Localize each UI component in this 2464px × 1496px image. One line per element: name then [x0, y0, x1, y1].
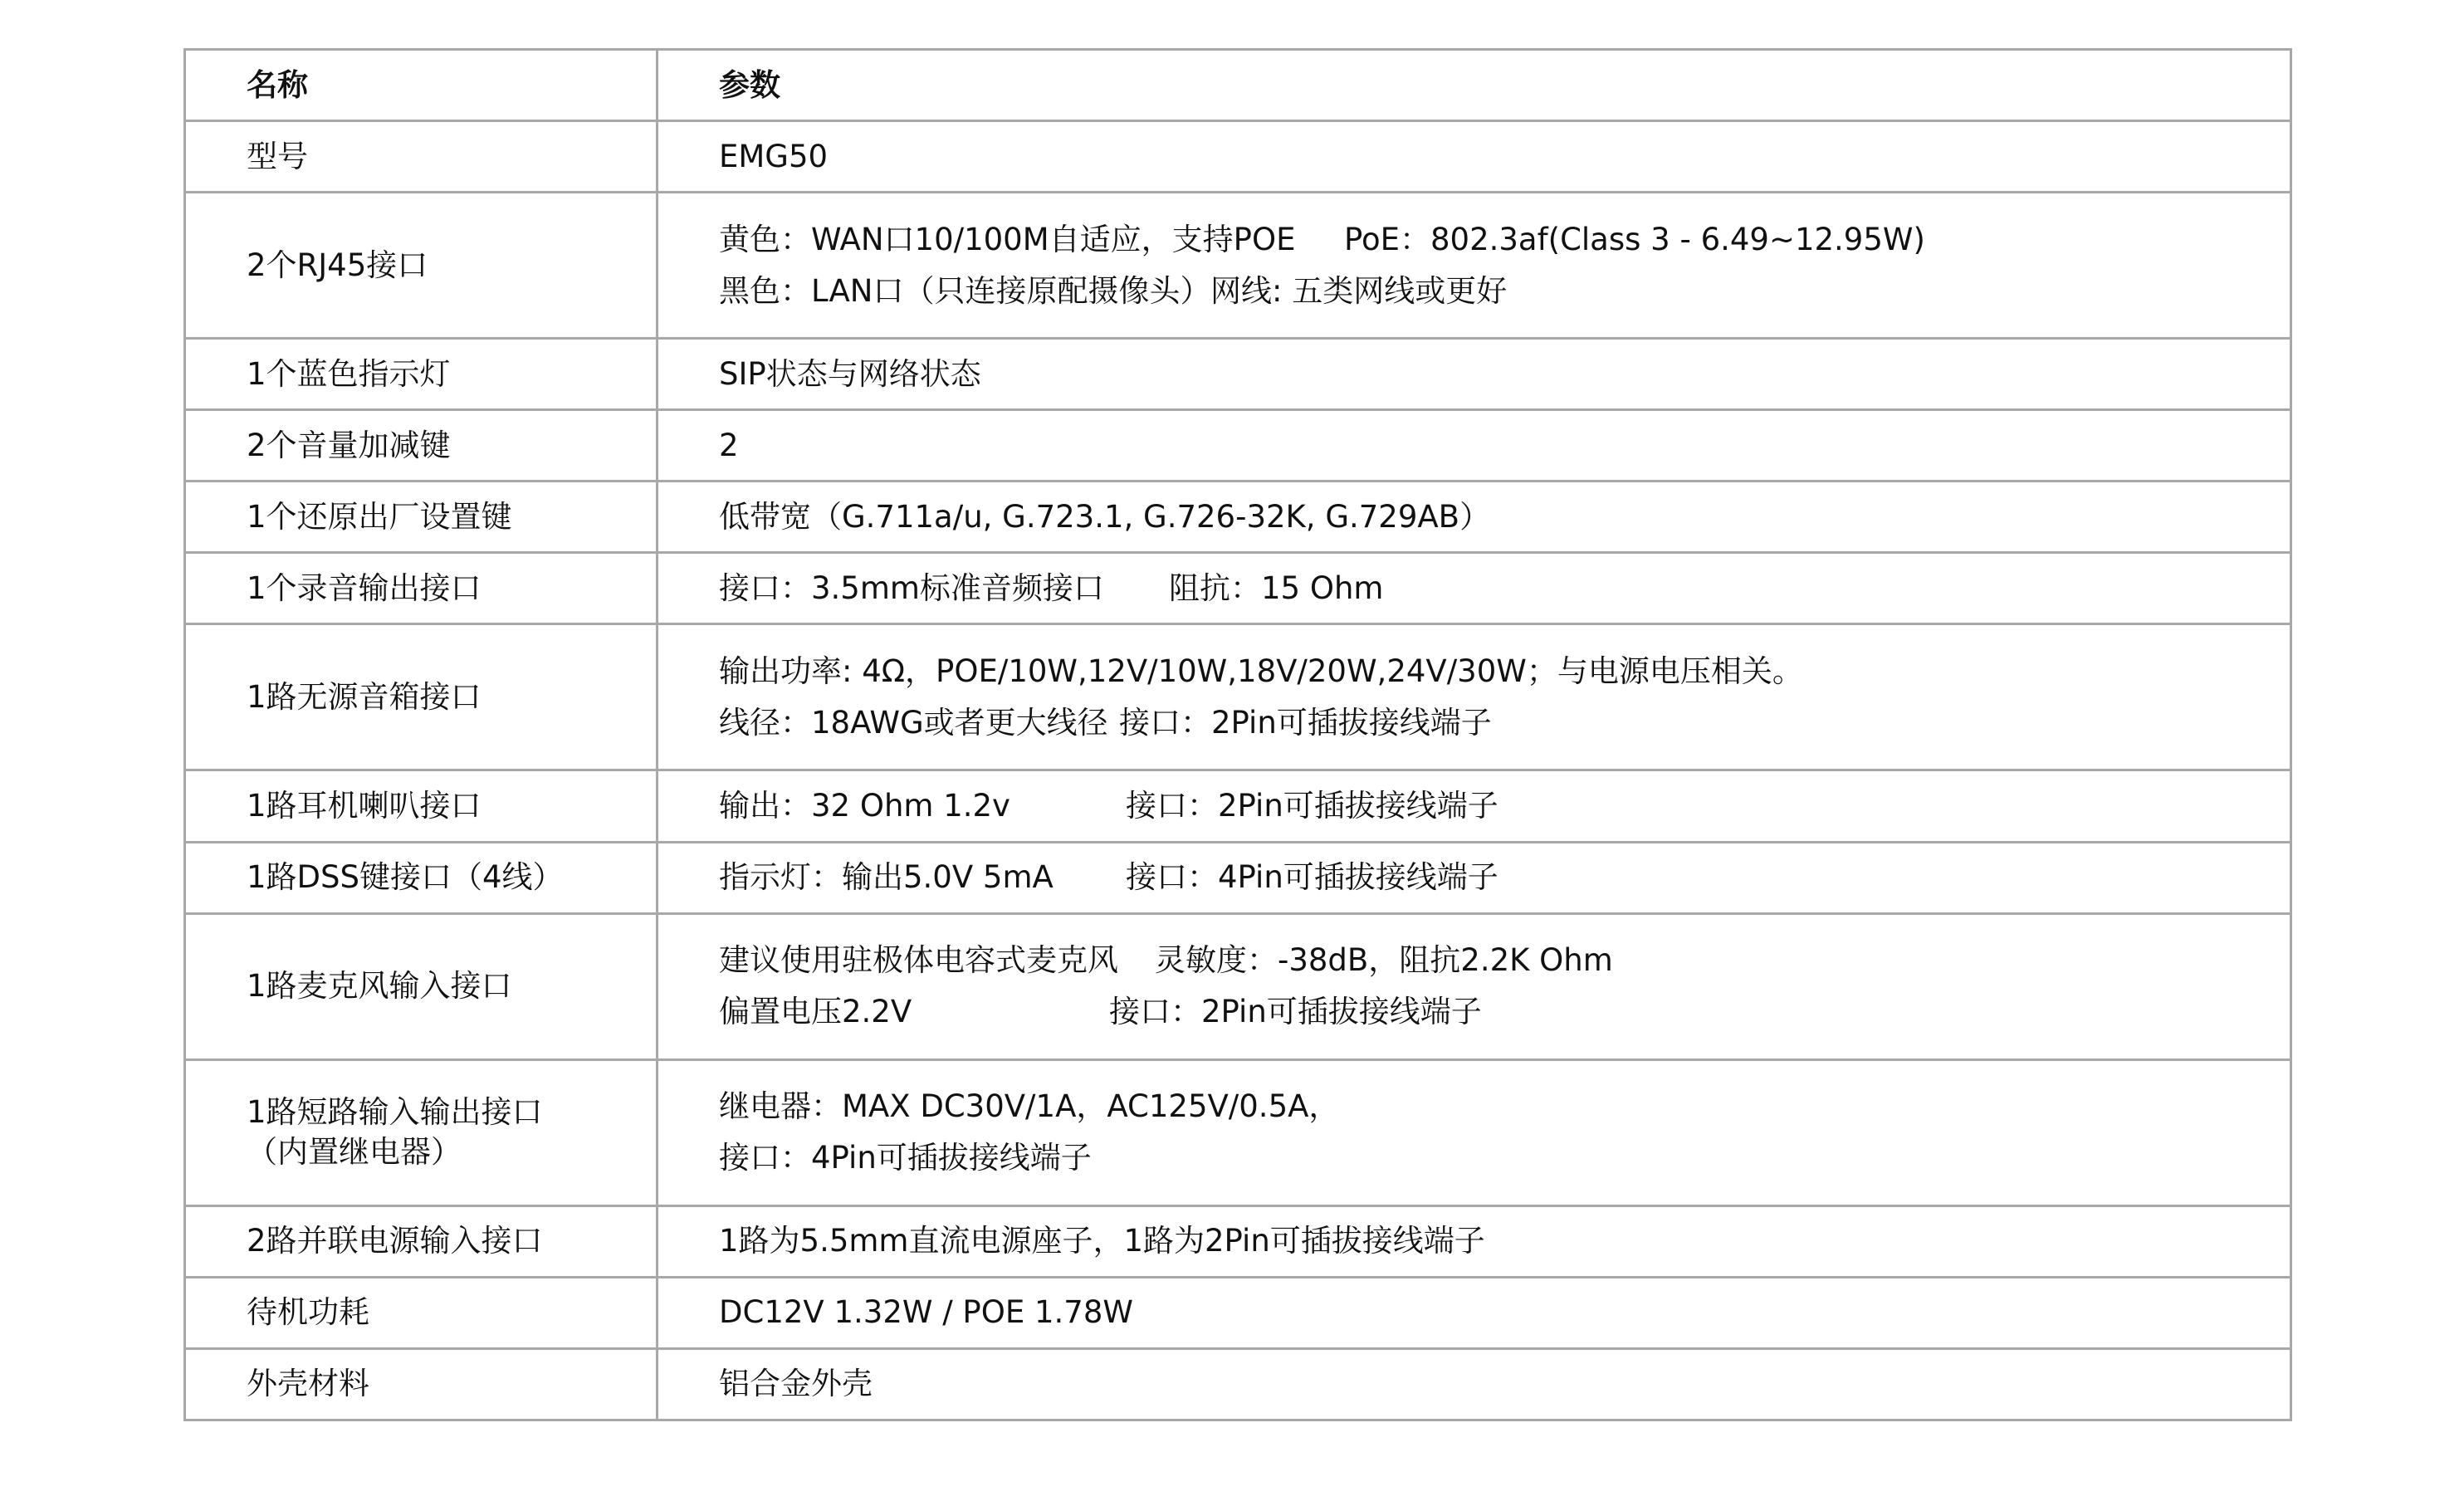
param-cell: [658, 1348, 2291, 1420]
table-row: [185, 1205, 2291, 1277]
param-text: 低带宽（G.711a/u, G.723.1, G.726-32K, G.729AB）: [719, 498, 1491, 535]
param-text: 黄色：WAN口10/100M自适应，支持POE: [719, 221, 1296, 257]
param-text: 铝合金外壳: [719, 1366, 873, 1402]
name-text: 2个RJ45接口: [247, 247, 428, 283]
param-line: [719, 563, 2290, 614]
table-row: [185, 121, 2291, 193]
param-line: [719, 935, 2290, 986]
table-row: [185, 770, 2291, 842]
param-cell: [658, 121, 2291, 193]
table-row: [185, 553, 2291, 624]
param-cell: [658, 770, 2291, 842]
spec-table: [183, 48, 2292, 1421]
name-cell: [185, 1205, 658, 1277]
name-cell: [185, 1277, 658, 1348]
param-cell: [658, 1205, 2291, 1277]
param-line: [719, 780, 2290, 832]
name-text: 2个音量加减键: [247, 427, 451, 463]
param-text: 接口：3.5mm标准音频接口: [719, 570, 1104, 606]
name-cell: [185, 121, 658, 193]
param-text: 灵敏度：-38dB，阻抗2.2K Ohm: [1155, 942, 1613, 979]
param-line: [719, 1081, 2290, 1132]
param-text: 继电器：MAX DC30V/1A，AC125V/0.5A，: [719, 1088, 1340, 1125]
table-row: [185, 482, 2291, 553]
param-text: 偏置电压2.2V: [719, 994, 912, 1030]
param-text: SIP状态与网络状态: [719, 355, 981, 392]
name-cell: [185, 913, 658, 1059]
param-text: EMG50: [719, 138, 829, 174]
param-text: 接口：2Pin可插拔接线端子: [1109, 994, 1482, 1030]
param-text: 接口：2Pin可插拔接线端子: [1126, 787, 1498, 824]
name-text: 1个还原出厂设置键: [247, 498, 512, 535]
param-cell: [658, 193, 2291, 339]
table-row: [185, 1059, 2291, 1205]
param-text: 线径：18AWG或者更大线径: [719, 704, 1108, 741]
param-cell: [658, 913, 2291, 1059]
param-line: [719, 266, 2290, 317]
param-text: 建议使用驻极体电容式麦克风: [719, 942, 1118, 979]
name-text: （内置继电器）: [247, 1134, 462, 1171]
name-text: 1路麦克风输入接口: [247, 968, 512, 1005]
param-text: PoE：802.3af(Class 3 - 6.49~12.95W): [1344, 221, 1925, 257]
table-row: [185, 624, 2291, 770]
table-row: [185, 1277, 2291, 1348]
param-text: 输出：32 Ohm 1.2v: [719, 787, 1010, 824]
name-cell: [185, 553, 658, 624]
param-text: 指示灯：输出5.0V 5mA: [719, 859, 1054, 896]
param-cell: [658, 1277, 2291, 1348]
name-cell: [185, 842, 658, 913]
name-text: 1路无源音箱接口: [247, 678, 482, 715]
name-text: 1路耳机喇叭接口: [247, 787, 482, 824]
param-text: 接口：4Pin可插拔接线端子: [719, 1140, 1092, 1176]
table-row: [185, 339, 2291, 410]
name-text: 型号: [247, 138, 308, 174]
param-cell: [658, 410, 2291, 482]
name-cell: [185, 770, 658, 842]
param-line: [719, 1215, 2290, 1267]
param-line: [719, 1358, 2290, 1410]
param-text: 输出功率: 4Ω，POE/10W,12V/10W,18V/20W,24V/30W；与电源电压相关。: [719, 653, 1803, 689]
param-cell: [658, 482, 2291, 553]
name-cell: [185, 339, 658, 410]
param-cell: [658, 553, 2291, 624]
param-line: [719, 420, 2290, 472]
name-text: 外壳材料: [247, 1366, 369, 1402]
param-line: [719, 131, 2290, 183]
name-text: 待机功耗: [247, 1294, 369, 1331]
header-param-cell: 参数: [658, 50, 2291, 121]
param-text: 接口：4Pin可插拔接线端子: [1126, 859, 1498, 896]
param-text: DC12V 1.32W / POE 1.78W: [719, 1294, 1133, 1331]
name-text: 1个蓝色指示灯: [247, 355, 451, 392]
name-text: 1路短路输入输出接口: [247, 1094, 543, 1131]
param-line: [719, 214, 2290, 266]
param-line: [719, 697, 2290, 749]
name-cell: [185, 193, 658, 339]
table-row: [185, 842, 2291, 913]
table-row: [185, 410, 2291, 482]
table-row: [185, 1348, 2291, 1420]
param-text: 黑色：LAN口（只连接原配摄像头）: [719, 272, 1211, 309]
param-cell: [658, 624, 2291, 770]
name-cell: [185, 1059, 658, 1205]
param-line: [719, 491, 2290, 543]
param-text: 网线: 五类网线或更好: [1210, 272, 1508, 309]
name-cell: [185, 482, 658, 553]
name-text: 1个录音输出接口: [247, 570, 482, 606]
param-text: 阻抗：15 Ohm: [1169, 570, 1384, 606]
name-cell: [185, 1348, 658, 1420]
param-line: [719, 646, 2290, 697]
name-cell: [185, 624, 658, 770]
name-text: 1路DSS键接口（4线）: [247, 859, 564, 896]
param-cell: [658, 1059, 2291, 1205]
table-row: [185, 193, 2291, 339]
param-line: [719, 852, 2290, 903]
param-line: [719, 1287, 2290, 1338]
param-line: [719, 349, 2290, 400]
param-text: 2: [719, 427, 739, 463]
param-text: 接口：2Pin可插拔接线端子: [1119, 704, 1492, 741]
param-cell: [658, 842, 2291, 913]
param-line: [719, 986, 2290, 1038]
header-name-cell: 名称: [185, 50, 658, 121]
param-text: 1路为5.5mm直流电源座子，1路为2Pin可插拔接线端子: [719, 1223, 1485, 1259]
param-cell: [658, 339, 2291, 410]
table-row: [185, 913, 2291, 1059]
name-text: 2路并联电源输入接口: [247, 1223, 543, 1259]
param-line: [719, 1132, 2290, 1184]
header-row: [185, 50, 2291, 121]
name-cell: [185, 410, 658, 482]
